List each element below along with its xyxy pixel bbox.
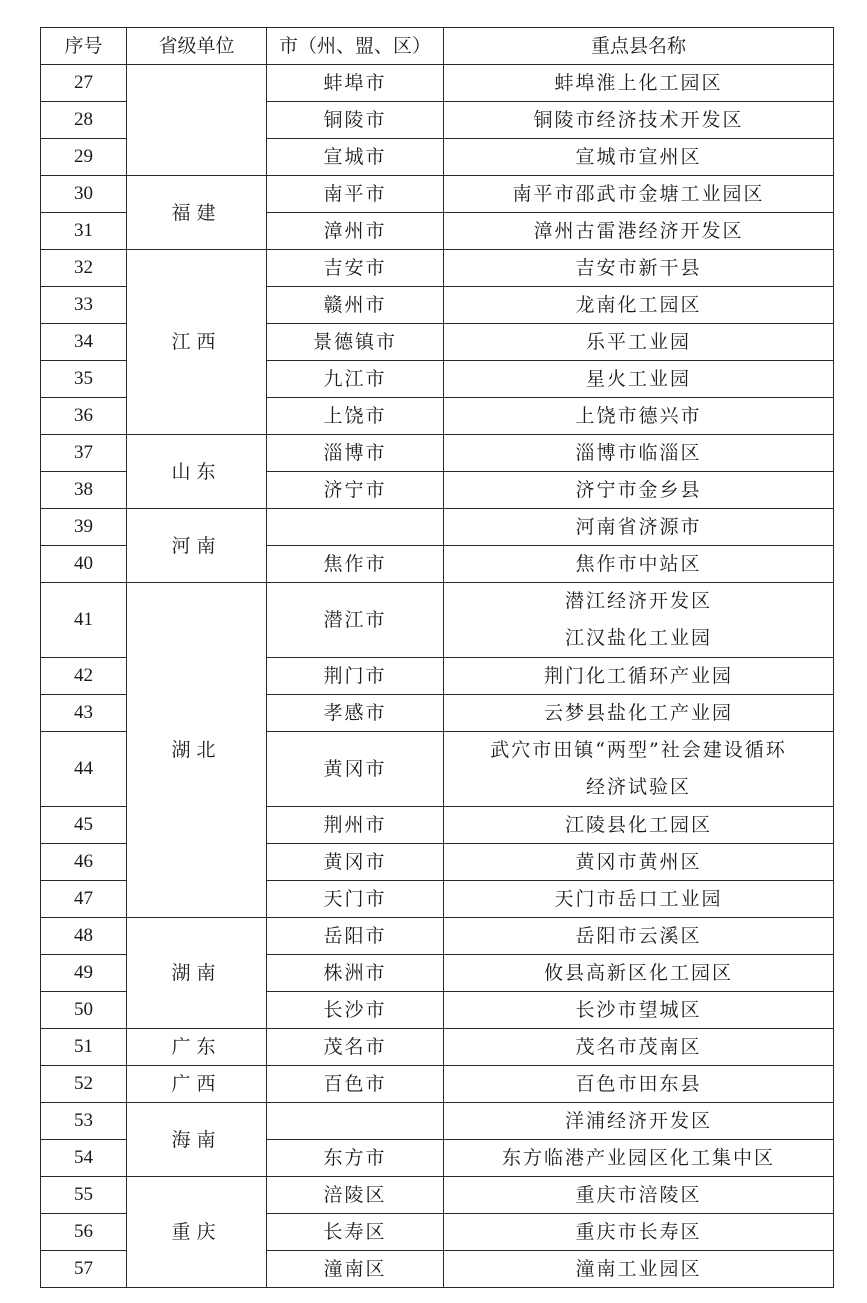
header-province: 省级单位 [127,28,267,65]
cell-county-name: 云梦县盐化工产业园 [444,695,834,732]
cell-serial: 35 [41,361,127,398]
county-name-line: 江汉盐化工业园 [564,627,712,649]
cell-serial: 28 [41,102,127,139]
cell-serial: 45 [41,807,127,844]
table-row [41,509,834,546]
cell-province: 广东 [127,1029,267,1066]
cell-serial: 27 [41,65,127,102]
table-row [41,1177,834,1214]
cell-serial: 47 [41,881,127,918]
cell-city: 蚌埠市 [267,65,444,102]
cell-city: 涪陵区 [267,1177,444,1214]
header-county-name: 重点县名称 [444,28,834,65]
cell-serial: 51 [41,1029,127,1066]
cell-city [267,509,444,546]
county-name-line: 武穴市田镇“两型”社会建设循环 [490,739,787,761]
cell-serial: 40 [41,546,127,583]
cell-county-name: 洋浦经济开发区 [444,1103,834,1140]
cell-province: 河南 [127,509,267,583]
cell-serial: 55 [41,1177,127,1214]
table-row [41,918,834,955]
cell-province: 海南 [127,1103,267,1177]
cell-city: 长寿区 [267,1214,444,1251]
cell-county-name: 重庆市长寿区 [444,1214,834,1251]
cell-city: 宣城市 [267,139,444,176]
cell-county-name: 岳阳市云溪区 [444,918,834,955]
cell-county-name: 漳州古雷港经济开发区 [444,213,834,250]
cell-city: 潜江市 [267,583,444,658]
table-body [41,65,834,1288]
cell-county-name: 荆门化工循环产业园 [444,658,834,695]
cell-serial: 57 [41,1251,127,1288]
cell-city: 漳州市 [267,213,444,250]
cell-county-name: 天门市岳口工业园 [444,881,834,918]
cell-county-name: 铜陵市经济技术开发区 [444,102,834,139]
table-header-row [41,28,834,65]
cell-city: 荆州市 [267,807,444,844]
table-row [41,583,834,658]
cell-province: 广西 [127,1066,267,1103]
table-row [41,1029,834,1066]
cell-province: 山东 [127,435,267,509]
cell-city: 长沙市 [267,992,444,1029]
cell-county-name: 淄博市临淄区 [444,435,834,472]
cell-serial: 54 [41,1140,127,1177]
cell-city [267,1103,444,1140]
cell-county-name: 东方临港产业园区化工集中区 [444,1140,834,1177]
cell-serial: 36 [41,398,127,435]
cell-county-name: 济宁市金乡县 [444,472,834,509]
cell-county-name: 吉安市新干县 [444,250,834,287]
cell-serial: 31 [41,213,127,250]
cell-county-name: 蚌埠淮上化工园区 [444,65,834,102]
county-name-line: 经济试验区 [585,776,691,798]
key-county-table [40,27,834,1288]
cell-city: 吉安市 [267,250,444,287]
header-city: 市（州、盟、区） [267,28,444,65]
cell-city: 景德镇市 [267,324,444,361]
cell-province [127,65,267,176]
cell-city: 济宁市 [267,472,444,509]
cell-county-name: 龙南化工园区 [444,287,834,324]
cell-serial: 44 [41,732,127,807]
cell-serial: 46 [41,844,127,881]
cell-city: 茂名市 [267,1029,444,1066]
cell-county-name: 南平市邵武市金塘工业园区 [444,176,834,213]
cell-serial: 29 [41,139,127,176]
cell-county-name: 重庆市涪陵区 [444,1177,834,1214]
cell-city: 九江市 [267,361,444,398]
cell-serial: 39 [41,509,127,546]
cell-serial: 52 [41,1066,127,1103]
cell-county-name: 焦作市中站区 [444,546,834,583]
cell-county-name: 星火工业园 [444,361,834,398]
cell-province: 重庆 [127,1177,267,1288]
cell-city: 铜陵市 [267,102,444,139]
cell-serial: 50 [41,992,127,1029]
cell-county-name: 上饶市德兴市 [444,398,834,435]
cell-serial: 49 [41,955,127,992]
cell-county-name [444,732,834,807]
county-name-line: 潜江经济开发区 [564,590,712,612]
cell-serial: 38 [41,472,127,509]
cell-county-name: 潼南工业园区 [444,1251,834,1288]
cell-serial: 32 [41,250,127,287]
cell-serial: 30 [41,176,127,213]
cell-city: 岳阳市 [267,918,444,955]
cell-province: 福建 [127,176,267,250]
cell-province: 湖南 [127,918,267,1029]
cell-county-name: 百色市田东县 [444,1066,834,1103]
cell-city: 孝感市 [267,695,444,732]
cell-city: 潼南区 [267,1251,444,1288]
cell-serial: 43 [41,695,127,732]
cell-city: 赣州市 [267,287,444,324]
cell-serial: 41 [41,583,127,658]
cell-county-name: 宣城市宣州区 [444,139,834,176]
cell-serial: 37 [41,435,127,472]
cell-city: 淄博市 [267,435,444,472]
cell-serial: 56 [41,1214,127,1251]
table-row [41,1066,834,1103]
cell-county-name: 攸县高新区化工园区 [444,955,834,992]
table-row [41,435,834,472]
cell-county-name: 江陵县化工园区 [444,807,834,844]
cell-province: 江西 [127,250,267,435]
document-page [40,27,834,1288]
cell-city: 天门市 [267,881,444,918]
cell-county-name: 乐平工业园 [444,324,834,361]
table-row [41,176,834,213]
cell-city: 株洲市 [267,955,444,992]
cell-serial: 42 [41,658,127,695]
cell-county-name: 茂名市茂南区 [444,1029,834,1066]
cell-county-name [444,583,834,658]
cell-city: 黄冈市 [267,732,444,807]
cell-city: 黄冈市 [267,844,444,881]
table-row [41,1103,834,1140]
header-serial: 序号 [41,28,127,65]
cell-city: 南平市 [267,176,444,213]
cell-county-name: 长沙市望城区 [444,992,834,1029]
table-row [41,65,834,102]
cell-county-name: 黄冈市黄州区 [444,844,834,881]
cell-serial: 48 [41,918,127,955]
cell-province: 湖北 [127,583,267,918]
cell-city: 东方市 [267,1140,444,1177]
cell-city: 荆门市 [267,658,444,695]
table-row [41,250,834,287]
cell-serial: 33 [41,287,127,324]
cell-city: 上饶市 [267,398,444,435]
cell-county-name: 河南省济源市 [444,509,834,546]
cell-city: 百色市 [267,1066,444,1103]
cell-city: 焦作市 [267,546,444,583]
cell-serial: 53 [41,1103,127,1140]
cell-serial: 34 [41,324,127,361]
